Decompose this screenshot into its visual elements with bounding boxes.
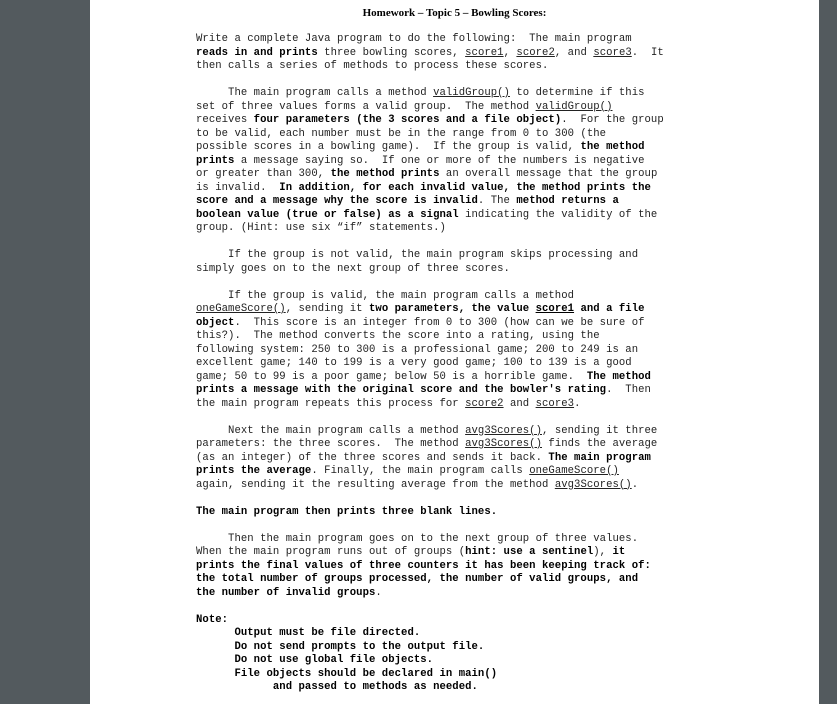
text-line <box>196 384 716 398</box>
text-line <box>196 438 716 452</box>
bold-text: boolean value (true or false) as a signal <box>196 208 459 221</box>
text-line <box>196 533 716 547</box>
method-reference: score3 <box>593 46 632 59</box>
text-line <box>196 114 716 128</box>
bold-text: score and a message why the score is invalid <box>196 195 478 207</box>
paragraph-gap <box>196 600 716 614</box>
text-line <box>196 128 716 142</box>
paragraph <box>196 33 716 74</box>
text-run: , and <box>554 46 594 59</box>
text-run: game; 50 to 99 is a poor game; below 50 is a horrible game. <box>196 370 587 383</box>
text-line <box>196 479 716 493</box>
text-run: simply goes on to the next group of three scores. <box>196 262 510 275</box>
bold-text: prints the average <box>196 465 312 477</box>
text-line <box>196 249 716 263</box>
text-run: then calls a series of methods to process these scores. <box>196 60 549 72</box>
document-body <box>196 33 716 695</box>
bold-text: two parameters, the value <box>369 303 536 315</box>
text-line <box>196 425 716 439</box>
method-reference: avg3Scores() <box>465 438 542 450</box>
text-line <box>196 560 716 574</box>
text-run: set of three values forms a valid group. The method <box>196 100 536 113</box>
bold-text: the number of invalid groups <box>196 586 376 599</box>
text-line <box>196 681 716 695</box>
bold-text: hint: use a sentinel <box>465 546 594 558</box>
text-line <box>196 141 716 155</box>
text-run: . <box>375 586 382 599</box>
text-run: group. (Hint: use six “if” statements.) <box>196 222 446 234</box>
paragraph <box>196 506 716 520</box>
paragraph <box>196 249 716 276</box>
text-line <box>196 371 716 385</box>
text-run: , <box>503 46 517 59</box>
bold-text: it <box>612 546 626 558</box>
paragraph <box>196 290 716 412</box>
text-run: and <box>503 397 536 410</box>
text-run: . Then <box>606 384 651 396</box>
bold-text: prints a message with the original score and the bowler's rating <box>196 384 607 396</box>
text-run: is invalid. <box>196 181 280 194</box>
method-reference: avg3Scores() <box>554 478 632 491</box>
paragraph-gap <box>196 411 716 425</box>
bold-text: File objects should be declared in main() <box>196 667 498 680</box>
text-line <box>196 506 716 520</box>
method-reference: score1 <box>465 46 504 59</box>
text-line <box>196 398 716 412</box>
bold-text: reads in and prints <box>196 46 318 59</box>
bold-text: The method <box>586 370 651 383</box>
text-line <box>196 654 716 668</box>
paragraph <box>196 533 716 601</box>
text-line <box>196 290 716 304</box>
text-run: . This score is an integer from 0 to 300 (how can we be sure of <box>234 316 645 329</box>
text-line <box>196 357 716 371</box>
text-run: receives <box>196 114 254 126</box>
method-reference: avg3Scores() <box>465 424 542 437</box>
bold-text: the method prints <box>330 168 440 180</box>
text-run: Write a complete Java program to do the following: The main program <box>196 33 632 45</box>
text-run: the main program repeats this process for <box>196 397 466 410</box>
paragraph-gap <box>196 236 716 250</box>
bold-text: and a file <box>574 303 645 315</box>
text-run: an overall message that the group <box>439 168 658 180</box>
text-line <box>196 668 716 682</box>
paragraph <box>196 614 716 695</box>
page-title: Homework – Topic 5 – Bowling Scores: <box>362 7 547 19</box>
bold-text: Do not send prompts to the output file. <box>196 640 485 653</box>
text-run: . For the group <box>561 114 664 126</box>
paragraph <box>196 87 716 236</box>
text-run: . The <box>477 195 517 207</box>
text-line <box>196 101 716 115</box>
text-run: (as an integer) of the three scores and sends it back. <box>196 451 549 464</box>
text-line <box>196 195 716 209</box>
text-line <box>196 303 716 317</box>
text-run: If the group is valid, the main program calls a method <box>196 289 575 302</box>
bold-text: the total number of groups processed, the number of valid groups, and <box>196 573 639 585</box>
method-reference: validGroup() <box>535 100 613 113</box>
bold-text: The main program then prints three blank lines. <box>196 505 498 518</box>
text-run: finds the average <box>542 438 658 450</box>
text-run: excellent game; 140 to 199 is a very good game; 100 to 139 is a good <box>196 357 632 369</box>
text-run: . <box>631 478 639 491</box>
text-run: When the main program runs out of groups ( <box>196 546 466 558</box>
text-line <box>196 47 716 61</box>
text-run: or greater than 300, <box>196 168 331 180</box>
bold-text: The main program <box>548 451 651 464</box>
text-line <box>196 155 716 169</box>
bold-text: four parameters (the 3 scores and a file object) <box>253 114 562 126</box>
text-line <box>196 627 716 641</box>
text-line <box>196 317 716 331</box>
text-line <box>196 60 716 74</box>
method-reference: score1 <box>535 303 575 315</box>
text-line <box>196 587 716 601</box>
text-line <box>196 87 716 101</box>
text-run: parameters: the three scores. The method <box>196 438 466 450</box>
method-reference: oneGameScore() <box>196 303 286 315</box>
text-run: to determine if this <box>509 87 645 99</box>
text-line <box>196 330 716 344</box>
text-line <box>196 344 716 358</box>
bold-text: Output must be file directed. <box>196 627 421 639</box>
bold-text: method returns a <box>516 195 619 207</box>
text-line <box>196 573 716 587</box>
method-reference: oneGameScore() <box>529 465 619 477</box>
text-line <box>196 465 716 479</box>
bold-text: prints <box>196 154 235 167</box>
method-reference: score2 <box>516 46 555 59</box>
bold-text: prints the final values of three counters it has been keeping track of: <box>196 559 651 572</box>
text-run: , sending it <box>285 303 369 315</box>
text-run: If the group is not valid, the main program skips processing and <box>196 249 639 261</box>
text-run: . <box>574 397 581 410</box>
text-line <box>196 209 716 223</box>
text-line <box>196 263 716 277</box>
text-run: following system: 250 to 300 is a professional game; 200 to 249 is an <box>196 343 639 356</box>
document-page <box>90 0 819 704</box>
text-run: indicating the validity of the <box>458 208 658 221</box>
bold-text: and passed to methods as needed. <box>196 681 478 693</box>
text-run: this?). The method converts the score into a rating, using the <box>196 330 600 342</box>
text-line <box>196 222 716 236</box>
text-line <box>196 641 716 655</box>
paragraph-gap <box>196 519 716 533</box>
bold-text: object <box>196 316 235 329</box>
method-reference: score3 <box>535 397 575 410</box>
method-reference: score2 <box>465 397 504 410</box>
text-line <box>196 546 716 560</box>
text-run: . Finally, the main program calls <box>311 465 530 477</box>
text-line <box>196 168 716 182</box>
text-run: ), <box>593 546 613 558</box>
text-run: a message saying so. If one or more of the numbers is negative <box>234 154 645 167</box>
paragraph <box>196 425 716 493</box>
text-line <box>196 614 716 628</box>
text-run: , sending it three <box>542 424 658 437</box>
text-line <box>196 452 716 466</box>
paragraph-gap <box>196 276 716 290</box>
bold-text: the method <box>580 141 645 153</box>
text-run: Then the main program goes on to the next group of three values. <box>196 532 639 545</box>
paragraph-gap <box>196 74 716 88</box>
text-run: possible scores in a bowling game). If the group is valid, <box>196 141 581 153</box>
text-run: Next the main program calls a method <box>196 424 466 437</box>
text-run: The main program calls a method <box>196 87 434 99</box>
bold-text: In addition, for each invalid value, the method prints the <box>279 181 651 194</box>
text-run: again, sending it the resulting average from the method <box>196 478 555 491</box>
bold-text: Do not use global file objects. <box>196 654 434 666</box>
text-run: . It <box>631 46 664 59</box>
text-line <box>196 33 716 47</box>
text-run: three bowling scores, <box>317 46 466 59</box>
text-line <box>196 182 716 196</box>
bold-text: Note: <box>196 613 229 626</box>
paragraph-gap <box>196 492 716 506</box>
method-reference: validGroup() <box>433 87 510 99</box>
text-run: to be valid, each number must be in the range from 0 to 300 (the <box>196 127 607 140</box>
